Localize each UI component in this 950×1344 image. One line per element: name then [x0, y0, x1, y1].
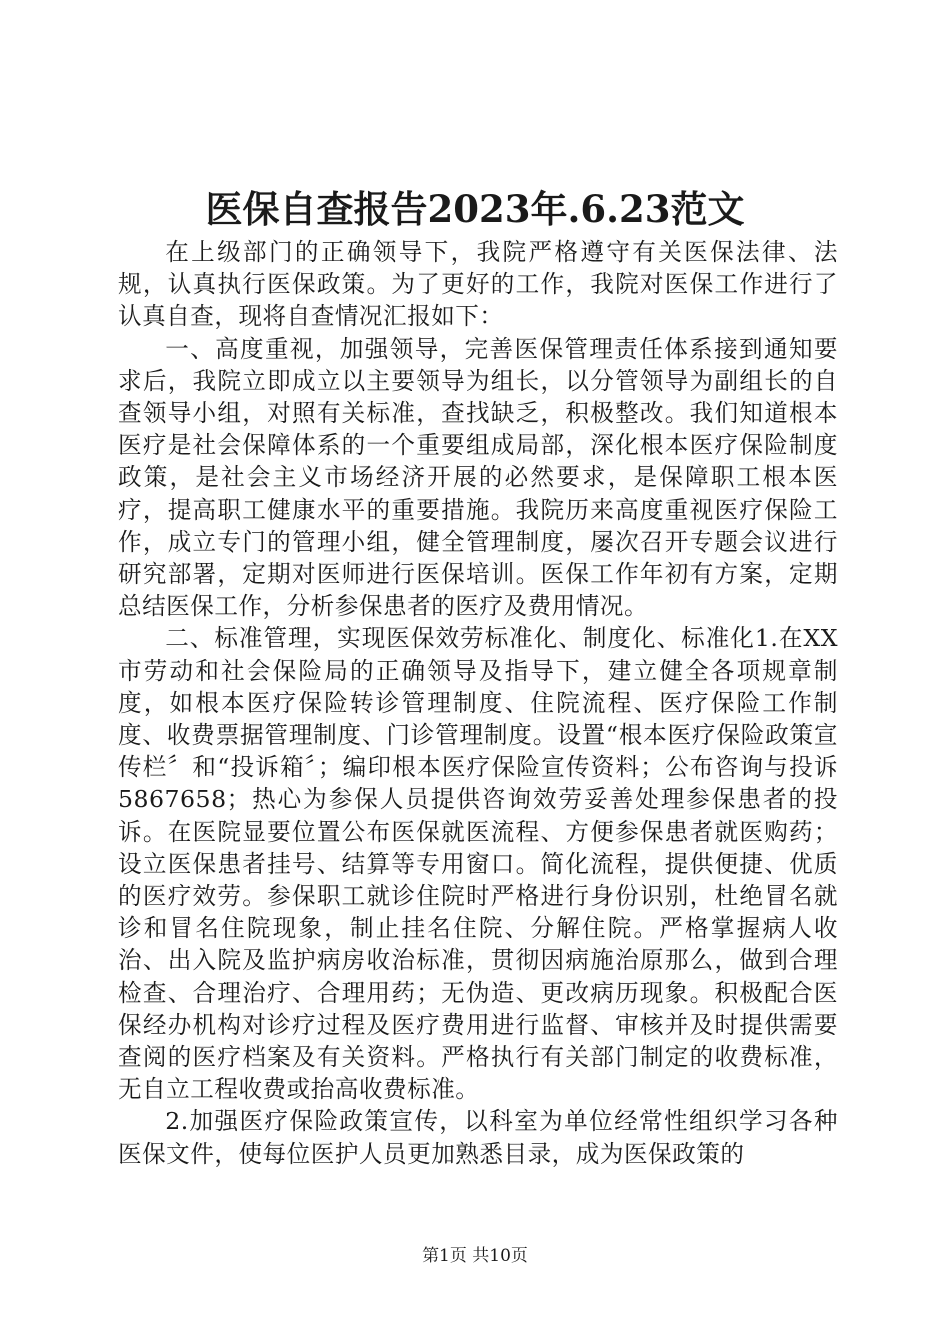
paragraph-section-1: 一、高度重视，加强领导，完善医保管理责任体系接到通知要求后，我院立即成立以主要领导为组长，以分管领导为副组长的自查领导小组，对照有关标准，查找缺乏，积极整改。我们知道根本医疗是社会保障体系的一个重要组成局部，深化根本医疗保险制度政策，是社会主义市场经济开展的必然要求，是保障职工根本医疗，提高职工健康水平的重要措施。我院历来高度重视医疗保险工作，成立专门的管理小组，健全管理制度，屡次召开专题会议进行研究部署，定期对医师进行医保培训。医保工作年初有方案，定期总结医保工作，分析参保患者的医疗及费用情况。 [118, 334, 838, 621]
paragraph-section-2-item-2: 2.加强医疗保险政策宣传，以科室为单位经常性组织学习各种医保文件，使每位医护人员更加熟悉目录，成为医保政策的 [118, 1107, 838, 1168]
paragraph-section-2: 二、标准管理，实现医保效劳标准化、制度化、标准化1.在XX市劳动和社会保险局的正确领导及指导下，建立健全各项规章制度，如根本医疗保险转诊管理制度、住院流程、医疗保险工作制度、收费票据管理制度、门诊管理制度。设置“根本医疗保险政策宣传栏〞和“投诉箱〞；编印根本医疗保险宣传资料；公布咨询与投诉 5867658；热心为参保人员提供咨询效劳妥善处理参保患者的投诉。在医院显要位置公布医保就医流程、方便参保患者就医购药；设立医保患者挂号、结算等专用窗口。简化流程，提供便捷、优质的医疗效劳。参保职工就诊住院时严格进行身份识别，杜绝冒名就诊和冒名住院现象，制止挂名住院、分解住院。严格掌握病人收治、出入院及监护病房收治标准，贯彻因病施治原那么，做到合理检查、合理治疗、合理用药；无伪造、更改病历现象。积极配合医保经办机构对诊疗过程及医疗费用进行监督、审核并及时提供需要查阅的医疗档案及有关资料。严格执行有关部门制定的收费标准，无自立工程收费或抬高收费标准。 [118, 624, 871, 1104]
paragraph-intro: 在上级部门的正确领导下，我院严格遵守有关医保法律、法规，认真执行医保政策。为了更好的工作，我院对医保工作进行了认真自查，现将自查情况汇报如下： [118, 238, 838, 331]
document-title: 医保自查报告2023年.6.23范文 [205, 187, 745, 231]
document-body [118, 236, 871, 1170]
page-footer: 第1页 共10页 [422, 1246, 528, 1266]
